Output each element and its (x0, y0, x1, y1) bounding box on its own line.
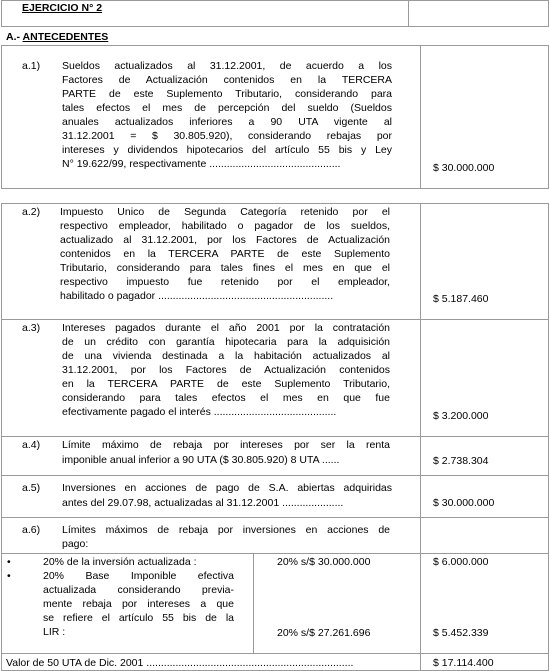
bullet2-line: 20% Base Imponible efectiva (43, 570, 234, 582)
item-a1-line: intereses y dividendos hipotecarios del artículo 55 bis y Ley (62, 144, 392, 156)
item-a3-line: de un crédito con garantía hipotecaria para la adquisición (62, 336, 390, 348)
item-a1-amount: $ 30.000.000 (433, 162, 495, 174)
item-a4-line: Límite máximo de rebaja por intereses por ser la renta (62, 439, 390, 451)
bullet-icon: • (7, 556, 11, 568)
bullet1-text: 20% de la inversión actualizada : (43, 556, 197, 568)
item-a1-line: Factores de Actualización contenidos en la TERCERA (62, 74, 392, 86)
bullet-icon: • (7, 570, 11, 582)
item-a1-line: PARTE de este Suplemento Tributario, considerando para (62, 88, 392, 100)
item-a2-line: actualizado al 31.12.2001, por los Factores de Actualización (60, 234, 390, 246)
bullet1-amount: $ 6.000.000 (433, 556, 489, 568)
bullet-calc-divider (253, 553, 254, 653)
item-a3-line: de una vivienda destinada a la habitación actualizados al (62, 350, 390, 362)
header-divider (408, 0, 409, 27)
item-a2-line: Tributario, considerando para tales fines el mes en que el (60, 262, 390, 274)
item-a2-line: Impuesto Unico de Segunda Categoría retenido por el (60, 206, 390, 218)
item-a3-amount: $ 3.200.000 (433, 410, 489, 422)
item-a2-line: habilitado o pagador ............................................................ (60, 290, 334, 302)
section-prefix: A.- (6, 31, 23, 43)
footer-text: Valor de 50 UTA de Dic. 2001 ....................................................................... (6, 657, 354, 669)
table-lower-divider (420, 203, 421, 671)
item-a1-line: anuales actualizados inferiores a 90 UTA vigente al (62, 116, 392, 128)
bullet2-line: LIR : (43, 626, 66, 638)
item-a3-line: efectivamente pagado el interés .......................................... (62, 406, 337, 418)
bullet2-line: mente rebaja por intereses a que (43, 598, 234, 610)
item-a4-label: a.4) (22, 439, 41, 451)
bullet2-calc: 20% s/$ 27.261.696 (277, 627, 371, 639)
item-a2-line: respectivo impuesto fue retenido por el empleador, (60, 276, 390, 288)
item-a1-divider (420, 45, 421, 189)
section-heading (6, 31, 108, 44)
row-divider (1, 653, 549, 654)
row-divider (1, 475, 549, 476)
item-a2-label: a.2) (22, 206, 41, 218)
row-divider (1, 319, 549, 320)
item-a2-line: contenidos en la TERCERA PARTE de este Suplemento (60, 248, 390, 260)
row-divider (1, 517, 549, 518)
item-a5-label: a.5) (22, 482, 41, 494)
item-a1-line: Sueldos actualizados al 31.12.2001, de acuerdo a los (62, 60, 392, 72)
item-a5-amount: $ 30.000.000 (433, 497, 495, 509)
bullet1-calc: 20% s/$ 30.000.000 (277, 556, 371, 568)
item-a4-line: imponible anual inferior a 90 UTA ($ 30.805.920) 8 UTA ...... (62, 454, 340, 466)
row-divider (1, 553, 549, 554)
item-a3-line: en la TERCERA PARTE de este Suplemento Tributario, (62, 378, 390, 390)
item-a6-line: Límites máximos de rebaja por inversiones en acciones de (62, 524, 390, 536)
item-a6-line: pago: (62, 538, 89, 550)
item-a3-label: a.3) (22, 322, 41, 334)
item-a5-line: Inversiones en acciones de pago de S.A. abiertas adquiridas (62, 482, 392, 494)
item-a3-line: 31.12.2001, por los Factores de Actualización contenidos (62, 364, 390, 376)
item-a3-line: considerando para tales efectos el mes en que fue (62, 392, 390, 404)
bullet2-line: se refiere el artículo 55 bis de la (43, 612, 234, 624)
item-a6-label: a.6) (22, 524, 41, 536)
item-a1-line: tales efectos el mes de percepción del sueldo (Sueldos (62, 102, 392, 114)
item-a2-line: respectivo empleador, habilitado o pagador de los sueldos, (60, 220, 390, 232)
exercise-title: EJERCICIO N° 2 (22, 2, 103, 14)
footer-amount: $ 17.114.400 (433, 657, 494, 669)
item-a3-line: Intereses pagados durante el año 2001 por la contratación (62, 322, 390, 334)
row-divider (1, 436, 549, 437)
item-a1-line: N° 19.622/99, respectivamente ............................................. (62, 158, 341, 170)
item-a2-amount: $ 5.187.460 (433, 293, 489, 305)
item-a1-label: a.1) (22, 60, 41, 72)
item-a1-line: 31.12.2001 = $ 30.805.920), considerando rebajas por (62, 130, 392, 142)
item-a5-line: antes del 29.07.98, actualizadas al 31.12.2001 ..................... (62, 497, 344, 509)
bullet2-line: actualizada considerando previa- (43, 584, 234, 596)
section-title: ANTECEDENTES (22, 31, 109, 43)
item-a4-amount: $ 2.738.304 (433, 455, 489, 467)
bullet2-amount: $ 5.452.339 (433, 627, 489, 639)
